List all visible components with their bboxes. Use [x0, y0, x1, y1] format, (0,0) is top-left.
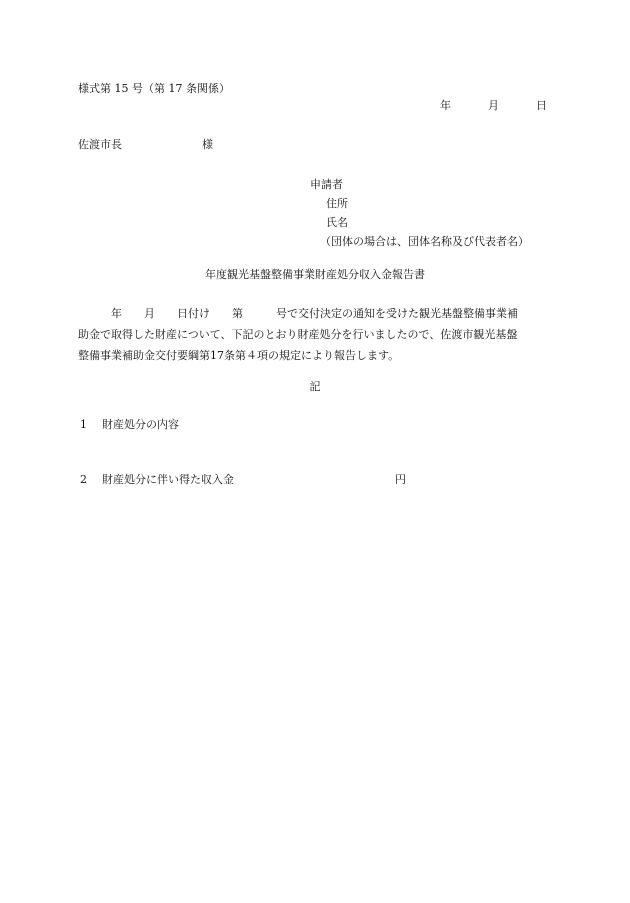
recipient-name: 佐渡市長	[78, 138, 122, 151]
document-title: 年度観光基盤整備事業財産処分収入金報告書	[205, 268, 425, 281]
applicant-address-label: 住所	[326, 197, 348, 210]
date-line	[440, 99, 547, 112]
date-year: 年	[440, 99, 451, 112]
form-number: 様式第 15 号（第 17 条関係）	[78, 82, 230, 95]
applicant-label: 申請者	[310, 178, 343, 191]
list-item	[80, 418, 179, 431]
recipient-honorific: 様	[202, 138, 213, 151]
body-line: 整備事業補助金交付要綱第17条第４項の規定により報告します。	[78, 349, 400, 362]
document-body	[78, 303, 558, 366]
date-day: 日	[536, 99, 547, 112]
date-month: 月	[488, 99, 499, 112]
item-number: 1	[80, 418, 87, 431]
applicant-name-label: 氏名	[326, 216, 348, 229]
list-item	[80, 473, 406, 486]
body-line: 助金で取得した財産について、下記のとおり財産処分を行いましたので、佐渡市観光基盤	[78, 328, 518, 341]
applicant-note: （団体の場合は、団体名称及び代表者名）	[320, 235, 529, 248]
item-label: 財産処分に伴い得た収入金	[102, 473, 234, 486]
item-label: 財産処分の内容	[102, 418, 179, 431]
recipient	[78, 138, 213, 151]
applicant-block	[310, 175, 529, 251]
body-line: 年 月 日付け 第 号で交付決定の通知を受けた観光基盤整備事業補	[78, 307, 518, 320]
item-unit: 円	[395, 473, 406, 486]
item-number: 2	[80, 473, 87, 486]
ki-heading: 記	[309, 380, 321, 393]
